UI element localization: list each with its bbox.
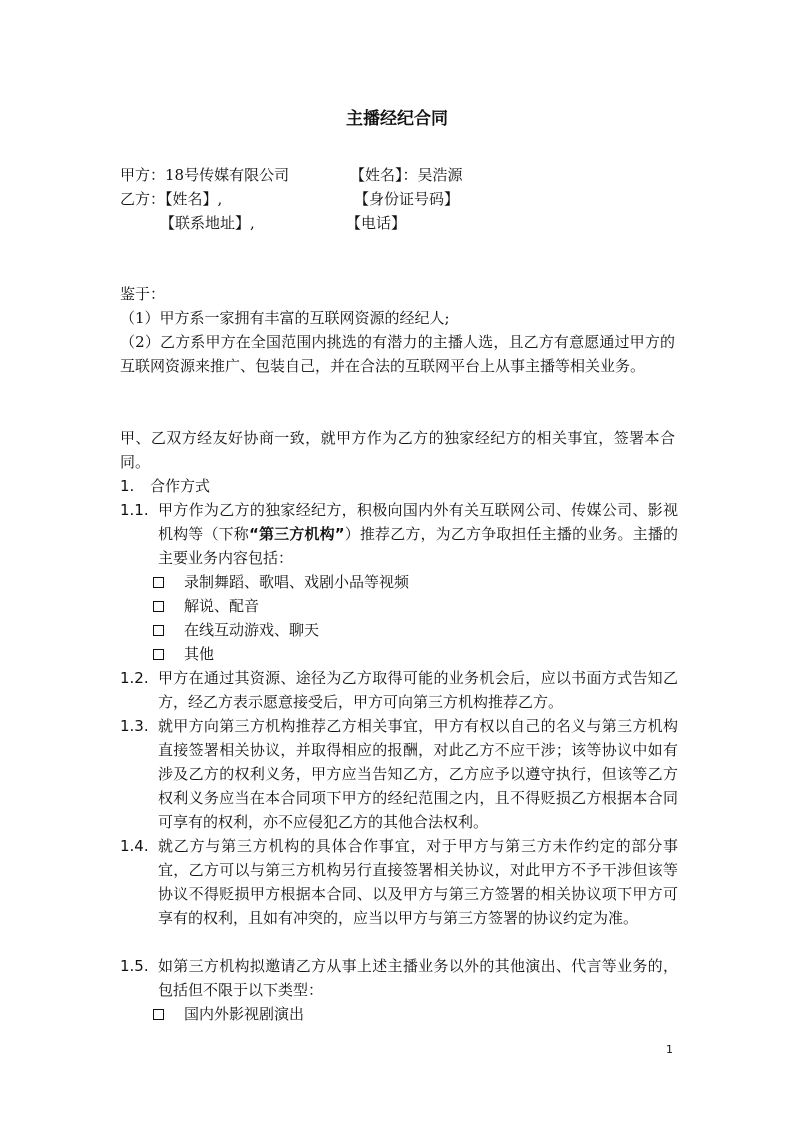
clause-1-2-number: 1.2.: [120, 669, 149, 687]
whereas-item-2: （2）乙方系甲方在全国范围内挑选的有潜力的主播人选，且乙方有意愿通过甲方的互联网资源来推广、包装自己，并在合法的互联网平台上从事主播等相关业务。: [120, 333, 675, 375]
third-party-term: “第三方机构”: [248, 525, 345, 543]
clause-1-5-text: 如第三方机构拟邀请乙方从事上述主播业务以外的其他演出、代言等业务的，包括但不限于以下类型：: [158, 957, 678, 999]
clause-1-4-text: 就乙方与第三方机构的具体合作事宜，对于甲方与第三方未作约定的部分事宜，乙方可以与第三方机构另行直接签署相关协议，对此甲方不予干涉但该等协议不得贬损甲方根据本合同、以及甲方与第三方签署的相关协议项下甲方可享有的权利，且如有冲突的，应当以甲方与第三方签署的协议约定为准。: [158, 837, 678, 927]
party-a-name-label: 【姓名】：吴浩源: [350, 166, 463, 184]
clause-1-5-number: 1.5.: [120, 957, 149, 975]
bullet-item: 其他: [184, 645, 215, 663]
section-1-title: 合作方式: [150, 477, 211, 495]
party-b-phone-label: 【电话】: [346, 214, 407, 232]
clause-1-1-text: [158, 498, 678, 570]
section-1-number: 1.: [120, 477, 135, 495]
clause-1-2-text: 甲方在通过其资源、途径为乙方取得可能的业务机会后，应以书面方式告知乙方，经乙方表示愿意接受后，甲方可向第三方机构推荐乙方。: [158, 669, 678, 711]
whereas-heading: 鉴于：: [120, 285, 166, 303]
bullet-item: 国内外影视剧演出: [184, 1005, 305, 1023]
checkbox-bullet-icon: [153, 1009, 164, 1020]
document-title: 主播经纪合同: [346, 109, 448, 129]
clause-1-3-number: 1.3.: [120, 717, 149, 735]
clause-1-4-number: 1.4.: [120, 837, 149, 855]
clause-1-1-text-after: ）推荐乙方，为乙方争取担任主播的业务。主播的主要业务内容包括：: [158, 525, 678, 567]
clause-1-3-text: 就甲方向第三方机构推荐乙方相关事宜，甲方有权以自己的名义与第三方机构直接签署相关协议，并取得相应的报酬，对此乙方不应干涉；该等协议中如有涉及乙方的权利义务，甲方应当告知乙方，乙方应予以遵守执行，但该等乙方权利义务应当在本合同项下甲方的经纪范围之内，且不得贬损乙方根据本合同可享有的权利，亦不应侵犯乙方的其他合法权利。: [158, 717, 678, 831]
whereas-item-1: （1）甲方系一家拥有丰富的互联网资源的经纪人;: [120, 309, 450, 327]
party-b-id-label: 【身份证号码】: [354, 190, 460, 208]
page-number: 1: [666, 1043, 673, 1056]
agreement-paragraph: 甲、乙双方经友好协商一致，就甲方作为乙方的独家经纪方的相关事宜，签署本合同。: [120, 429, 675, 471]
clause-1-1-number: 1.1.: [120, 501, 149, 519]
checkbox-bullet-icon: [153, 625, 164, 636]
checkbox-bullet-icon: [153, 577, 164, 588]
party-b-label: 乙方：【姓名】,: [120, 190, 223, 208]
bullet-item: 在线互动游戏、聊天: [184, 621, 320, 639]
checkbox-bullet-icon: [153, 601, 164, 612]
party-b-address-label: 【联系地址】,: [160, 214, 255, 232]
party-a-label: 甲方：18号传媒有限公司: [120, 166, 290, 184]
bullet-item: 录制舞蹈、歌唱、戏剧小品等视频: [184, 573, 410, 591]
clause-1-1-text-before: 甲方作为乙方的独家经纪方，积极向国内外有关互联网公司、传媒公司、影视机构等（下称: [158, 501, 678, 543]
checkbox-bullet-icon: [153, 649, 164, 660]
bullet-item: 解说、配音: [184, 597, 260, 615]
